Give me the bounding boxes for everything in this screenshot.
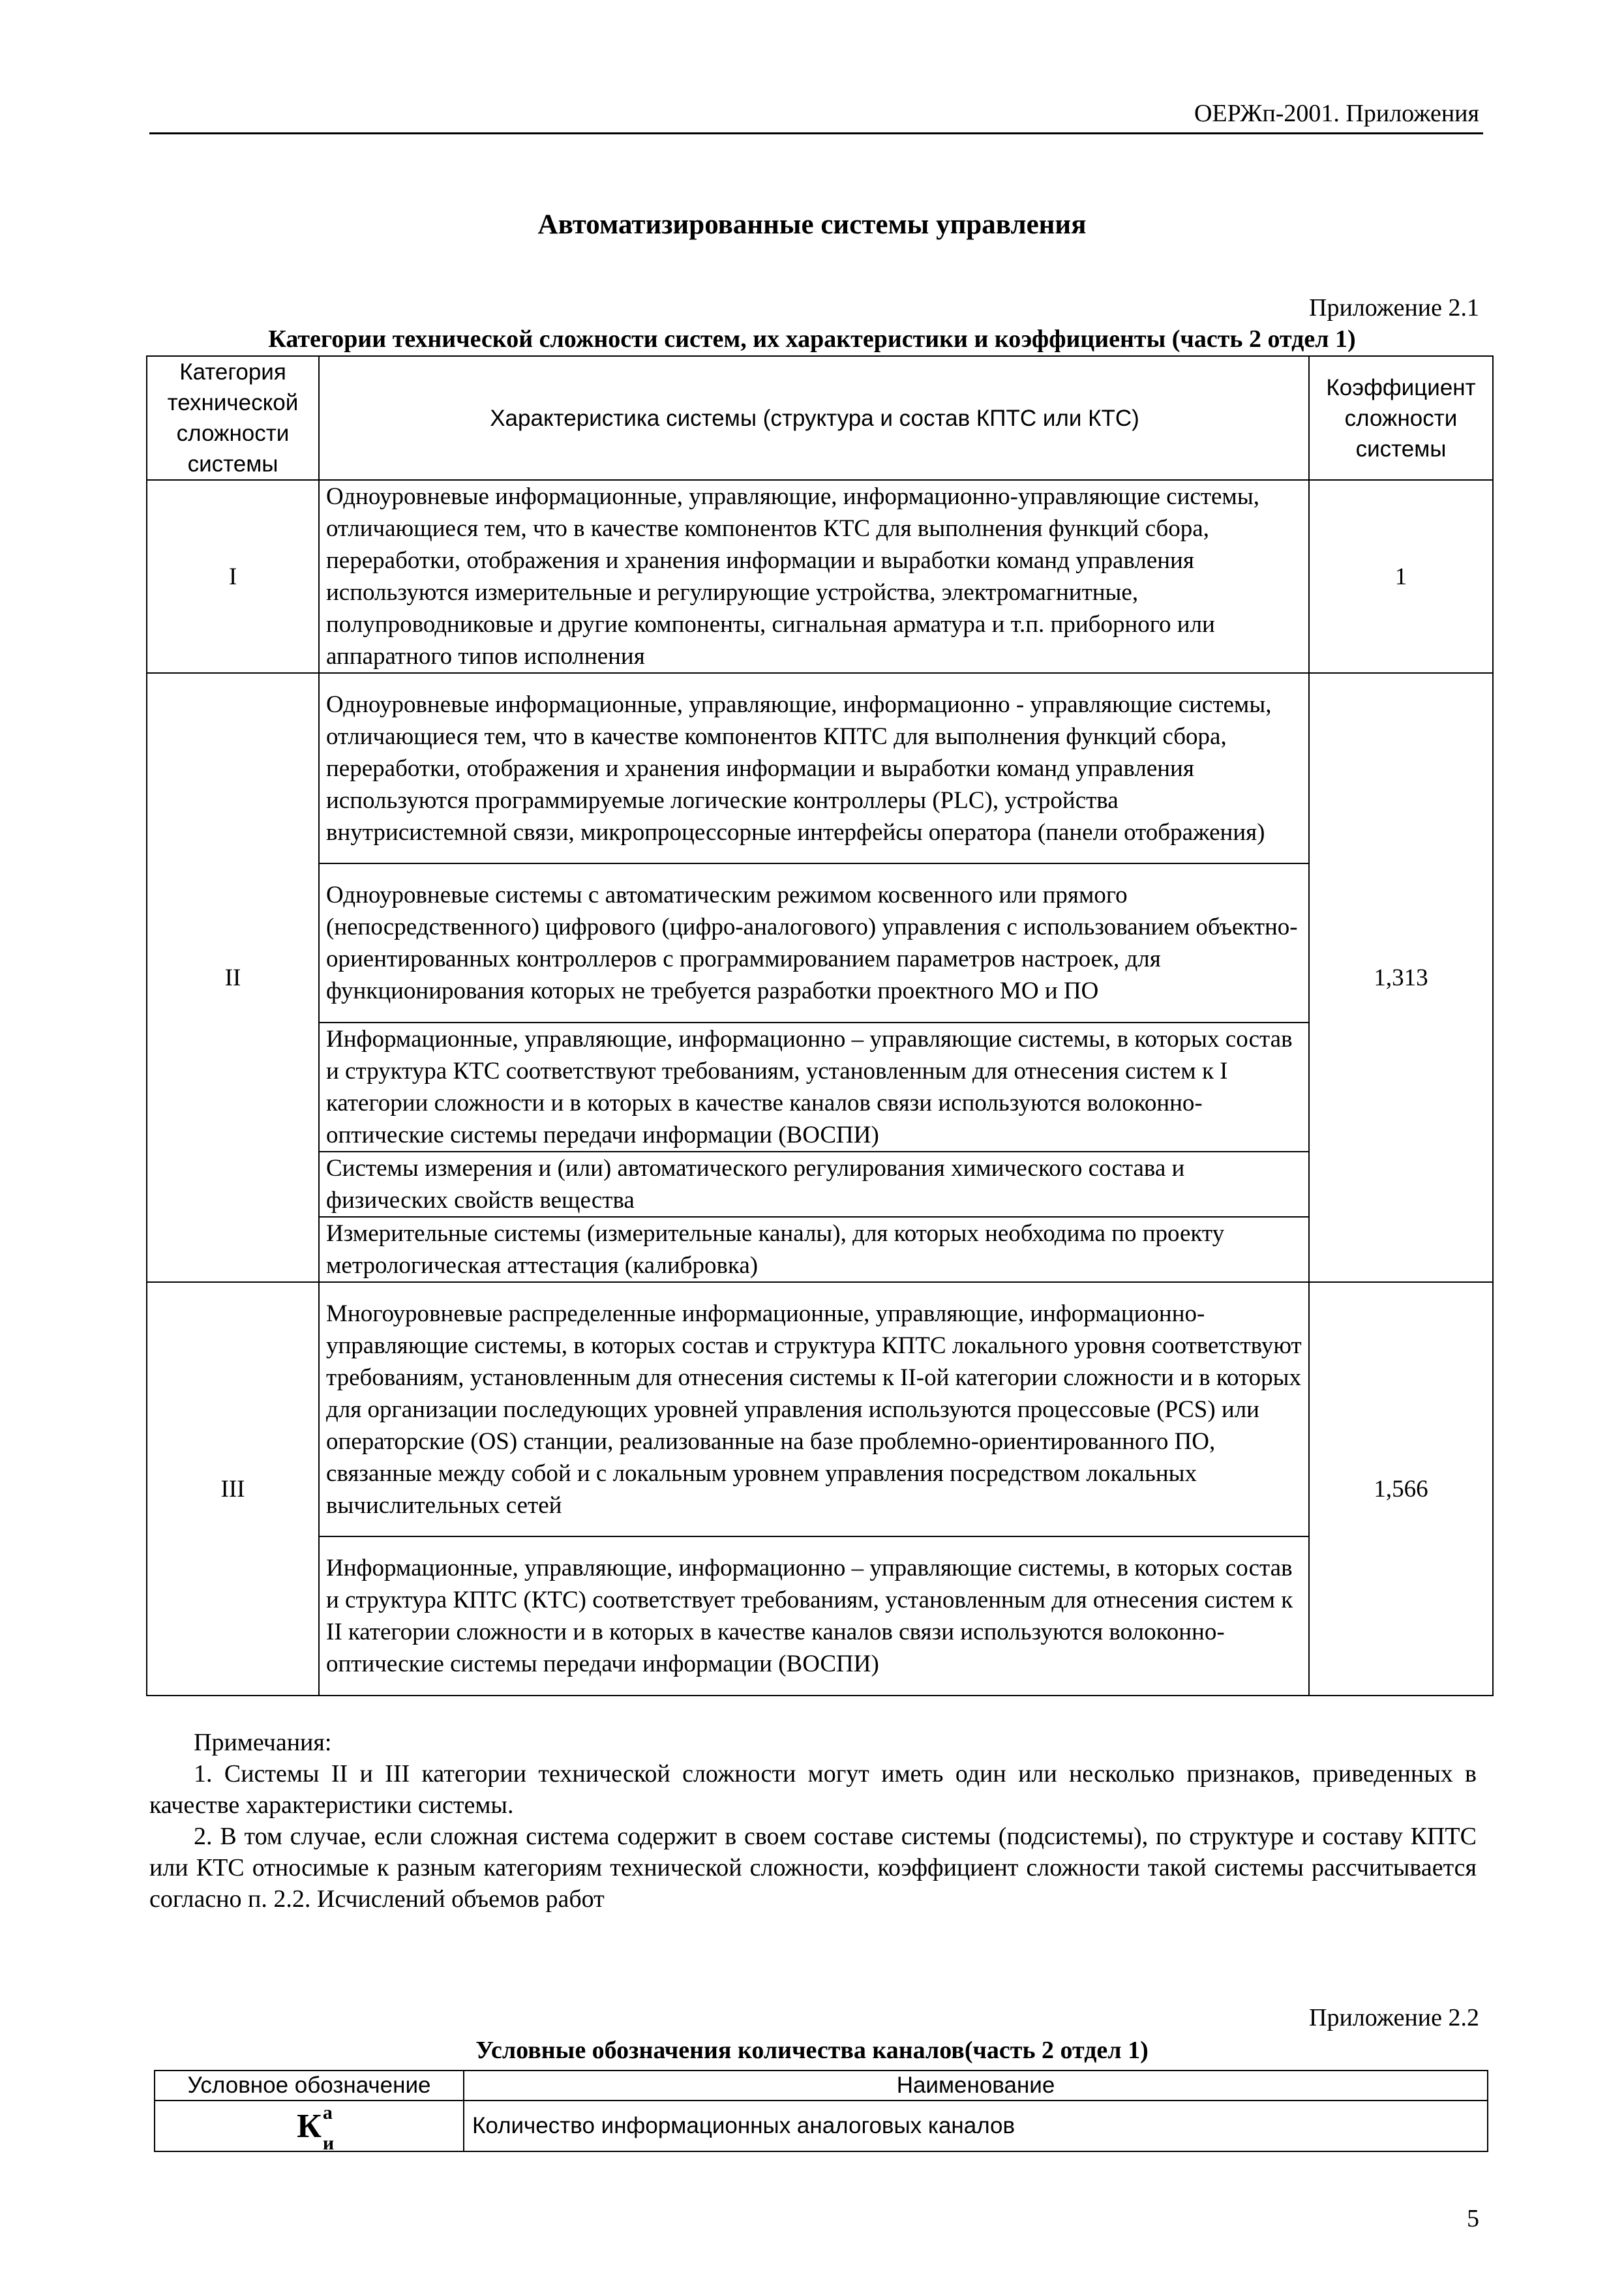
table-row	[147, 1217, 1493, 1282]
table-row	[147, 673, 1493, 863]
category-cell: II	[147, 673, 319, 1282]
description-cell: Многоуровневые распределенные информационные, управляющие, информационно-управляющие системы, в которых состав и структура КПТС локального уровня соответствуют требованиям, установленным для отнесения системы к II-ой категории сложности и в которых для организации последующих уровней управления используются процессовые (PCS) или операторские (OS) станции, реализованные на базе проблемно-ориентированного ПО, связанные между собой и с локальным уровнем управления посредством локальных вычислительных сетей	[319, 1282, 1309, 1536]
page-title: Автоматизированные системы управления	[537, 209, 1087, 240]
column-header-category: Категория технической сложности системы	[147, 356, 319, 480]
channel-symbols-table	[154, 2070, 1488, 2152]
column-header-characteristic: Характеристика системы (структура и состав КПТС или КТС)	[319, 356, 1309, 480]
appendix-2-2-label: Приложение 2.2	[1309, 2004, 1479, 2031]
table-row	[147, 1282, 1493, 1536]
name-cell: Количество информационных аналоговых каналов	[464, 2101, 1488, 2151]
table-row	[147, 1536, 1493, 1696]
table-row	[147, 1023, 1493, 1152]
table-row	[147, 1152, 1493, 1217]
description-cell: Информационные, управляющие, информационно – управляющие системы, в которых состав и структура КПТС (КТС) соответствует требованиям, установленным для отнесения систем к II категории сложности и в которых в качестве каналов связи используются волоконно-оптические системы передачи информации (ВОСПИ)	[319, 1536, 1309, 1696]
table-row	[147, 480, 1493, 673]
description-cell: Информационные, управляющие, информационно – управляющие системы, в которых состав и структура КТС соответствуют требованиям, установленным для отнесения систем к I категории сложности и в которых в качестве каналов связи используются волоконно-оптические системы передачи информации (ВОСПИ)	[319, 1023, 1309, 1152]
note-item: 2. В том случае, если сложная система содержит в своем составе системы (подсистемы), по структуре и составу КПТС или КТС относимые к разным категориям технической сложности, коэффициент сложности такой системы рассчитывается согласно п. 2.2. Исчислений объемов работ	[149, 1823, 1477, 1913]
appendix-2-1-caption: Категории технической сложности систем, их характеристики и коэффициенты (часть 2 отдел 1)	[268, 325, 1356, 353]
symbol-subscript: и	[322, 2132, 335, 2154]
description-cell: Одноуровневые системы с автоматическим режимом косвенного или прямого (непосредственного) цифрового (цифро-аналогового) управления с использованием объектно-ориентированных контроллеров с программированием параметров настроек, для функционирования которых не требуется разработки проектного МО и ПО	[319, 863, 1309, 1023]
coefficient-cell: 1	[1309, 480, 1493, 673]
column-header-symbol: Условное обозначение	[155, 2071, 464, 2101]
description-cell: Системы измерения и (или) автоматического регулирования химического состава и физических свойств вещества	[319, 1152, 1309, 1217]
table-row	[147, 863, 1493, 1023]
page-number: 5	[1467, 2205, 1479, 2232]
appendix-2-2-caption: Условные обозначения количества каналов(часть 2 отдел 1)	[475, 2037, 1149, 2064]
coefficient-cell: 1,313	[1309, 673, 1493, 1282]
table-row	[155, 2101, 1488, 2151]
description-cell: Одноуровневые информационные, управляющие, информационно - управляющие системы, отличающиеся тем, что в качестве компонентов КПТС для выполнения функций сбора, переработки, отображения и хранения информации и выработки команд управления используются программируемые логические контроллеры (PLC), устройства внутрисистемной связи, микропроцессорные интерфейсы оператора (панели отображения)	[319, 673, 1309, 863]
coefficient-cell: 1,566	[1309, 1282, 1493, 1696]
note-item: 1. Системы II и III категории технической сложности могут иметь один или несколько признаков, приведенных в качестве характеристики системы.	[149, 1760, 1477, 1819]
notes-title: Примечания:	[194, 1729, 332, 1756]
channel-symbol: К а и	[297, 2101, 335, 2154]
description-cell: Измерительные системы (измерительные каналы), для которых необходима по проекту метрологическая аттестация (калибровка)	[319, 1217, 1309, 1282]
header-rule	[149, 132, 1483, 134]
category-cell: III	[147, 1282, 319, 1696]
complexity-categories-table	[146, 355, 1494, 1696]
running-header: ОЕРЖп-2001. Приложения	[1194, 100, 1479, 127]
notes	[149, 1727, 1477, 1915]
description-cell: Одноуровневые информационные, управляющие, информационно-управляющие системы, отличающиеся тем, что в качестве компонентов КТС для выполнения функций сбора, переработки, отображения и хранения информации и выработки команд управления используются измерительные и регулирующие устройства, электромагнитные, полупроводниковые и другие компоненты, сигнальная арматура и т.п. приборного или аппаратного типов исполнения	[319, 480, 1309, 673]
column-header-coefficient: Коэффициент сложности системы	[1309, 356, 1493, 480]
symbol-superscript: а	[322, 2101, 333, 2123]
symbol-cell	[155, 2101, 464, 2154]
column-header-name: Наименование	[464, 2071, 1488, 2101]
appendix-2-1-label: Приложение 2.1	[1309, 294, 1479, 322]
category-cell: I	[147, 480, 319, 673]
